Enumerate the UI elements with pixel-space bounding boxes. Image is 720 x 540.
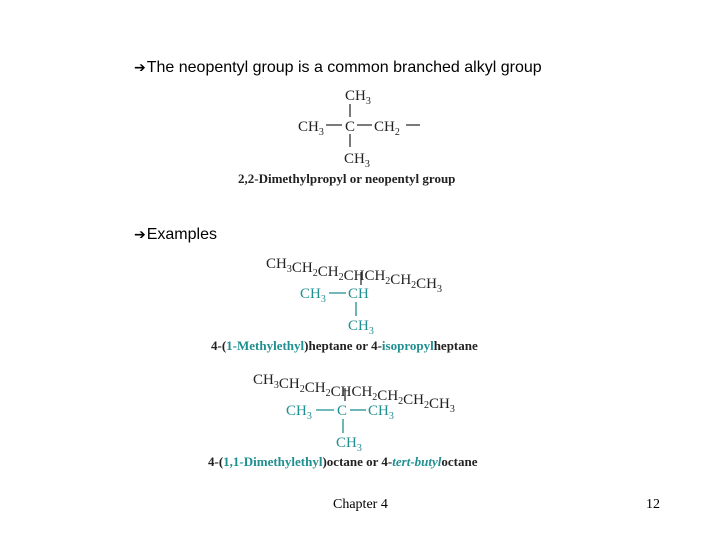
f3-sub-bottom: $CH_3$ <box>336 435 362 454</box>
f3-chain: $CH_3CH_2CH_2CHCH_2CH_2CH_2CH_3$ <box>253 372 455 415</box>
bullet-text: Examples <box>146 226 217 243</box>
f3-sub-right: $CH_3$ <box>368 403 394 422</box>
arrow-right-icon: ➔ <box>134 60 146 76</box>
f2-sub-bottom: $CH_3$ <box>348 318 374 337</box>
f3-caption: 4-(1,1-Dimethylethyl)octane or 4-tert-butyloctane <box>208 454 478 469</box>
f1-left-ch3: $CH_3$ <box>298 119 324 138</box>
f1-right-ch2: $CH_2$ <box>374 119 400 138</box>
f2-sub-left: $CH_3$ <box>300 286 326 305</box>
f1-center-c: C <box>345 119 356 135</box>
f2-sub-center: CH <box>348 286 369 302</box>
arrow-right-icon: ➔ <box>134 227 146 243</box>
f1-top-ch3: $CH_3$ <box>345 88 371 107</box>
f2-chain: $CH_3CH_2CH_2CHCH_2CH_2CH_3$ <box>266 256 443 295</box>
f1-caption: 2,2-Dimethylpropyl or neopentyl group <box>238 171 456 186</box>
bullet-examples <box>134 226 217 244</box>
f2-caption: 4-(1-Methylethyl)heptane or 4-isopropylheptane <box>211 338 478 353</box>
footer-chapter: Chapter 4 <box>333 497 388 512</box>
f3-sub-center: C <box>337 403 348 419</box>
page-number: 12 <box>646 497 660 512</box>
f1-bottom-ch3: $CH_3$ <box>344 151 370 170</box>
bullet-text: The neopentyl group is a common branched alkyl group <box>146 59 542 76</box>
f3-sub-left: $CH_3$ <box>286 403 312 422</box>
